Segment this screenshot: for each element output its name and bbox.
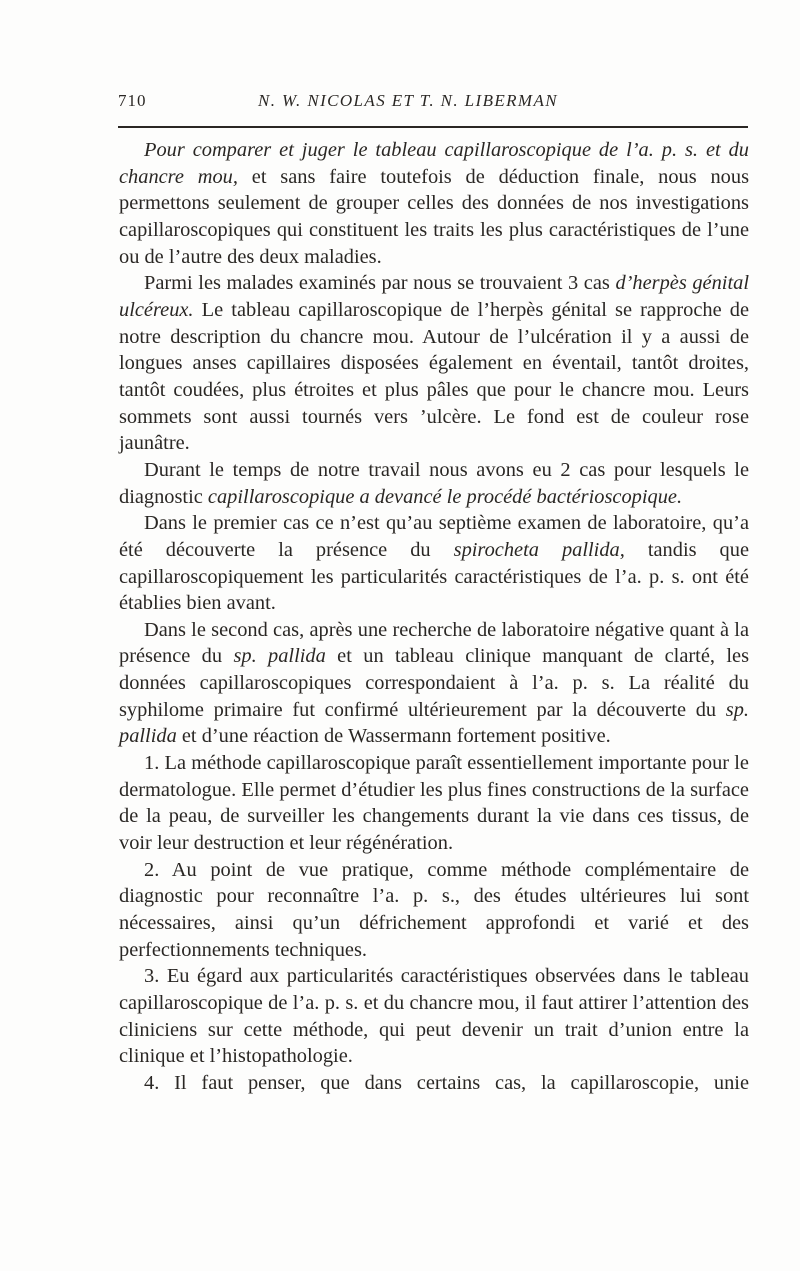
text-run: et un tableau clinique manquant de clarté, les données capillaroscopiques correspondaient à l’a. p. s. La réalité du syphilome primaire fut confirmé ultérieurement par la découverte du [119, 645, 750, 721]
paragraph [119, 137, 749, 270]
running-title: N. W. NICOLAS ET T. N. LIBERMAN [258, 91, 559, 110]
paragraph [119, 857, 749, 964]
paragraph [119, 510, 749, 617]
text-run: Dans le premier cas ce n’est qu’au septième examen de laboratoire, qu’a été découverte la présence du [119, 512, 749, 561]
text-run: et d’une réaction de Wassermann fortement positive. [176, 725, 611, 748]
text-run: 4. Il faut penser, que dans certains cas, la capillaroscopie, unie [144, 1071, 749, 1094]
italic-text: sp. pallida [233, 645, 326, 668]
italic-text: spirocheta pallida, [453, 538, 625, 561]
italic-text: capillaroscopique a devancé le procédé bactérioscopique. [207, 485, 683, 508]
running-head [118, 91, 748, 119]
paragraph [119, 1070, 749, 1097]
header-rule [118, 126, 748, 128]
text-run: Le tableau capillaroscopique de l’herpès génital se rapproche de notre description du chancre mou. Autour de l’ulcération il y a aussi de longues anses capillaires disposées également en éventail, tantôt droites, tantôt coudées, plus étroites et plus pâles que pour le chancre mou. Leurs sommets sont aussi tournés vers ’ulcère. Le fond est de couleur rose jaunâtre. [119, 298, 749, 455]
italic-text: d’herpès génital ulcéreux. [119, 272, 749, 321]
text-run: 3. Eu égard aux particularités caractéristiques observées dans le tableau capillaroscopique de l’a. p. s. et du chancre mou, il faut attirer l’attention des cliniciens sur cette méthode, qui peut devenir un trait d’union entre la clinique et l’histopathologie. [119, 965, 749, 1068]
paragraph [119, 750, 749, 857]
italic-text: sp. pallida [119, 698, 749, 748]
paragraph [119, 270, 749, 457]
text-run: 2. Au point de vue pratique, comme méthode complémentaire de diagnostic pour reconnaître l’a. p. s., des études ultérieures lui sont nécessaires, ainsi qu’un défrichement approfondi et varié et des perfectionnements techniques. [119, 858, 749, 961]
paragraph [119, 457, 749, 510]
page-number: 710 [118, 91, 147, 110]
paragraph [119, 617, 749, 750]
text-run: et sans faire toutefois de déduction finale, nous nous permettons seulement de grouper celles des données de nos investigations capillaroscopiques qui constituent les traits les plus caractéristiques de l’une ou de l’autre des deux maladies. [119, 165, 750, 268]
text-run: Parmi les malades examinés par nous se trouvaient 3 cas [144, 272, 616, 295]
text-run: Dans le second cas, après une recherche de laboratoire négative quant à la présence du [119, 618, 749, 668]
paragraph [119, 963, 749, 1070]
text-run: 1. La méthode capillaroscopique paraît essentiellement importante pour le dermatologue. Elle permet d’étudier les plus fines constructions de la surface de la peau, de surveiller les changements durant la vie dans ces tissus, de voir leur destruction et leur régénération. [119, 752, 749, 855]
text-run: tandis que capillaroscopiquement les particularités caractéristiques de l’a. p. s. ont été établies bien avant. [119, 538, 749, 615]
body-text [119, 137, 749, 1097]
text-run: Durant le temps de notre travail nous avons eu 2 cas pour lesquels le diagnostic [119, 458, 749, 508]
italic-text: Pour comparer et juger le tableau capillaroscopique de l’a. p. s. et du chancre mou, [119, 139, 749, 188]
